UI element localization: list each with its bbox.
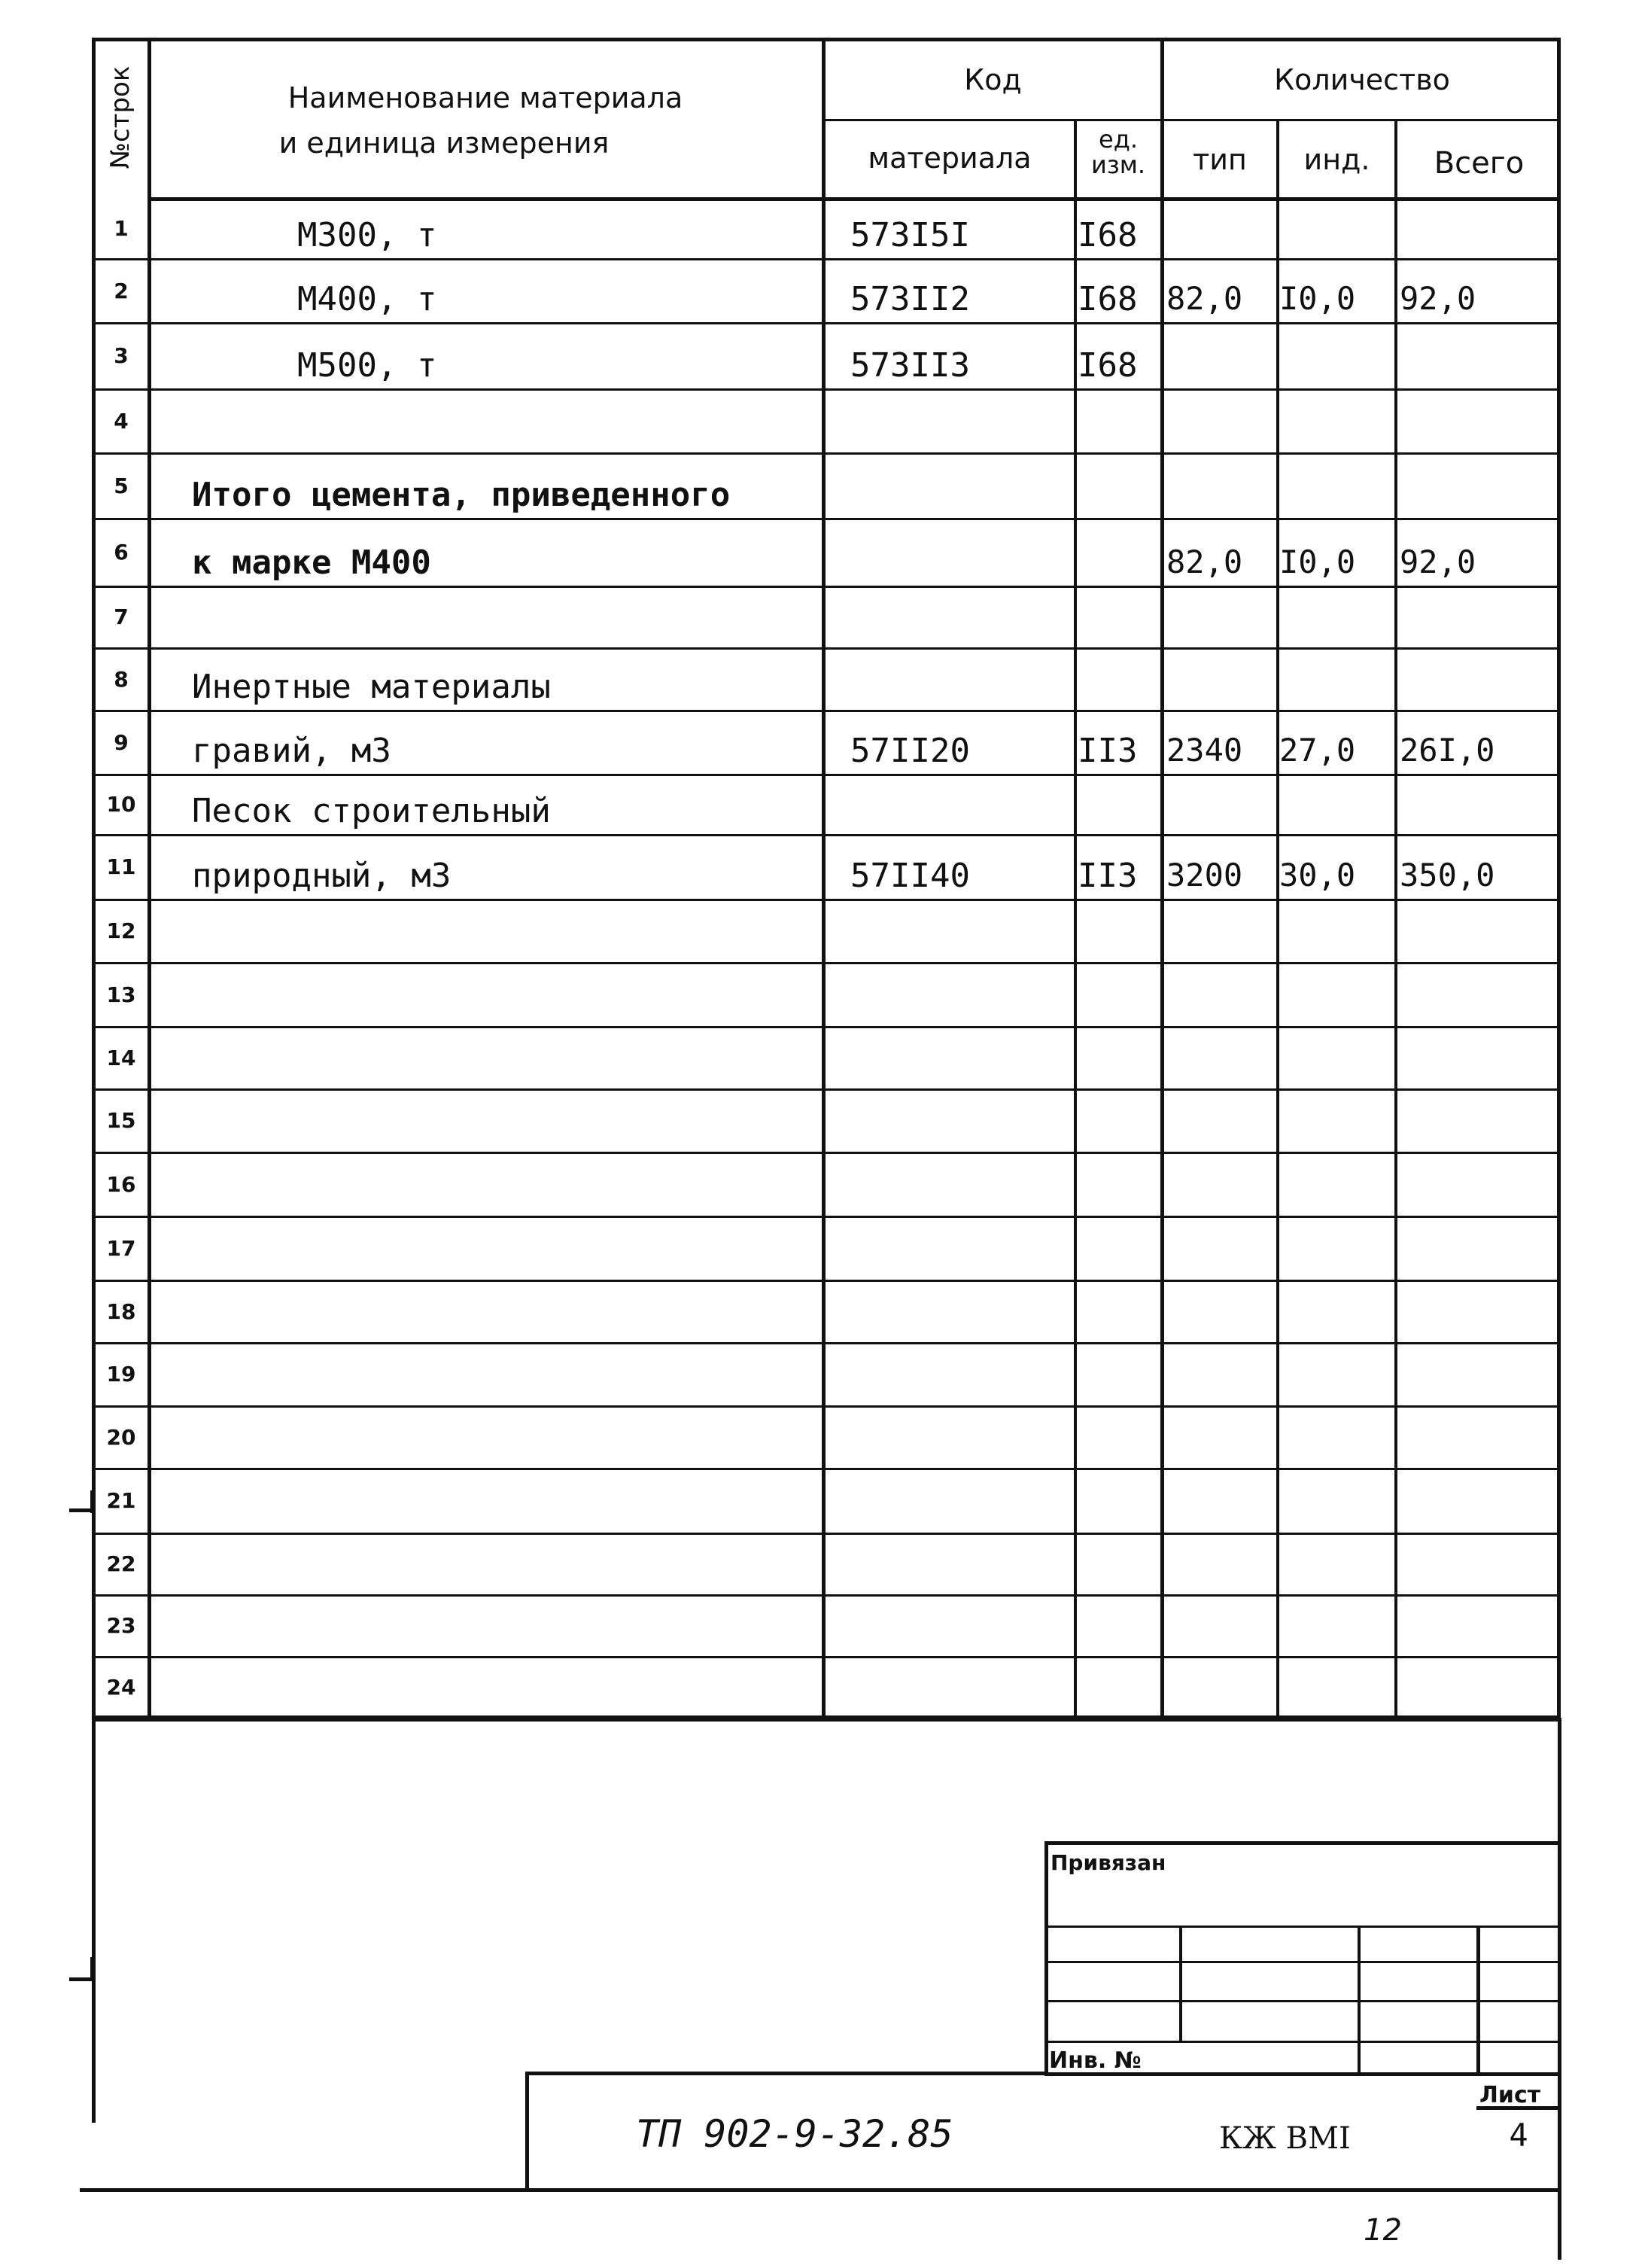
row-number: 16 xyxy=(106,1171,136,1197)
row-separator xyxy=(92,1280,1561,1282)
row-name: М400, т xyxy=(297,280,437,318)
code-material-header: материала xyxy=(868,142,1032,175)
binding-col-2 xyxy=(1358,1926,1361,2076)
row-qty-total: 92,0 xyxy=(1400,280,1476,317)
row-number: 14 xyxy=(106,1045,136,1070)
stamp-top-border xyxy=(92,1718,1561,1722)
code-unit-header-line1: ед. xyxy=(1099,125,1138,154)
row-separator xyxy=(92,1216,1561,1218)
doc-block-top xyxy=(527,2072,1046,2075)
col-line-type xyxy=(1276,119,1279,1719)
row-separator xyxy=(92,962,1561,964)
row-qty-type: 2340 xyxy=(1166,732,1243,769)
row-qty-total: 350,0 xyxy=(1400,857,1495,894)
row-number: 24 xyxy=(106,1675,136,1700)
row-number-header: №строк xyxy=(105,65,135,169)
row-number: 3 xyxy=(114,343,129,368)
row-separator xyxy=(92,710,1561,712)
row-separator xyxy=(92,1152,1561,1154)
binding-col-1 xyxy=(1179,1926,1182,2041)
row-qty-ind: 30,0 xyxy=(1279,857,1356,894)
binding-line-4 xyxy=(1044,2041,1561,2043)
row-separator xyxy=(92,388,1561,391)
row-number: 13 xyxy=(106,982,136,1007)
binding-col-3 xyxy=(1476,1926,1480,2076)
row-number: 12 xyxy=(106,918,136,943)
row-number: 18 xyxy=(106,1298,136,1324)
row-number: 10 xyxy=(106,792,136,817)
code-unit-header xyxy=(1077,126,1160,178)
row-name: к марке М400 xyxy=(192,543,431,582)
row-name: М300, т xyxy=(297,216,437,254)
row-unit-code: I68 xyxy=(1078,346,1138,385)
quantity-ind-header: инд. xyxy=(1303,143,1370,176)
row-qty-type: 82,0 xyxy=(1166,280,1243,317)
row-material-code: 57II40 xyxy=(850,857,970,895)
row-name: гравий, м3 xyxy=(192,732,391,770)
doc-block-left xyxy=(525,2072,529,2188)
row-unit-code: I68 xyxy=(1078,216,1138,254)
sheet-label: Лист xyxy=(1479,2082,1541,2108)
row-number: 7 xyxy=(114,604,129,629)
row-separator xyxy=(92,647,1561,650)
bound-label: Привязан xyxy=(1051,1850,1166,1875)
row-qty-ind: I0,0 xyxy=(1279,543,1356,580)
binding-line-1 xyxy=(1044,1926,1561,1928)
row-number: 5 xyxy=(114,473,129,498)
document-code: ТП 902-9-32.85 xyxy=(636,2112,953,2156)
row-separator xyxy=(92,834,1561,836)
row-number: 9 xyxy=(114,729,129,755)
col-line-rownum xyxy=(147,38,151,1719)
stamp-left-border xyxy=(92,1718,96,2123)
row-material-code: 573I5I xyxy=(850,216,970,254)
row-number: 1 xyxy=(114,216,129,241)
row-name: природный, м3 xyxy=(192,857,452,895)
row-separator xyxy=(92,452,1561,455)
row-material-code: 573II2 xyxy=(850,280,970,318)
code-unit-header-line2: изм. xyxy=(1090,151,1146,179)
binding-line-2 xyxy=(1044,1961,1561,1963)
row-separator xyxy=(92,1405,1561,1408)
row-qty-ind: 27,0 xyxy=(1279,732,1356,769)
row-number: 11 xyxy=(106,854,136,879)
row-unit-code: II3 xyxy=(1078,732,1138,770)
inv-label: Инв. № xyxy=(1049,2047,1142,2074)
page-number: 12 xyxy=(1364,2213,1402,2248)
row-name: М500, т xyxy=(297,346,437,385)
row-separator xyxy=(92,518,1561,520)
sheet-number: 4 xyxy=(1509,2117,1528,2154)
row-name: Песок строительный xyxy=(192,792,551,830)
row-material-code: 57II20 xyxy=(850,732,970,770)
quantity-type-header: тип xyxy=(1193,143,1247,176)
name-header-line2: и единица измерения xyxy=(278,126,610,160)
header-bottom-border xyxy=(149,197,1561,201)
row-qty-type: 3200 xyxy=(1166,857,1243,894)
quantity-header: Количество xyxy=(1274,63,1450,96)
row-name: Итого цемента, приведенного xyxy=(192,476,731,514)
row-separator xyxy=(92,586,1561,588)
row-separator xyxy=(92,1342,1561,1344)
code-header: Код xyxy=(964,63,1022,96)
row-name: Инертные материалы xyxy=(192,668,551,706)
row-separator xyxy=(92,774,1561,776)
quantity-total-header: Всего xyxy=(1434,146,1525,181)
row-separator xyxy=(92,1594,1561,1597)
row-separator xyxy=(92,1533,1561,1535)
section-code: КЖ ВМI xyxy=(1219,2121,1351,2156)
row-separator xyxy=(92,322,1561,324)
row-number: 21 xyxy=(106,1488,136,1513)
name-header-line1: Наименование материала xyxy=(287,81,683,114)
binding-line-3 xyxy=(1044,2000,1561,2002)
row-number: 2 xyxy=(114,278,129,303)
row-separator xyxy=(92,1656,1561,1658)
row-number: 8 xyxy=(114,666,129,692)
row-unit-code: II3 xyxy=(1078,857,1138,895)
row-unit-code: I68 xyxy=(1078,280,1138,318)
row-qty-type: 82,0 xyxy=(1166,543,1243,580)
margin-mark-2-stem xyxy=(90,1957,93,1981)
row-number: 17 xyxy=(106,1235,136,1261)
row-material-code: 573II3 xyxy=(850,346,970,385)
row-number: 15 xyxy=(106,1108,136,1133)
code-qty-subheader-line xyxy=(824,119,1561,121)
row-separator xyxy=(92,258,1561,260)
row-number: 22 xyxy=(106,1551,136,1576)
margin-mark-1-stem xyxy=(90,1490,93,1513)
col-line-code xyxy=(1074,119,1077,1719)
row-separator xyxy=(92,899,1561,901)
row-number: 23 xyxy=(106,1613,136,1638)
row-separator xyxy=(92,1468,1561,1470)
row-number: 19 xyxy=(106,1362,136,1387)
row-qty-total: 92,0 xyxy=(1400,543,1476,580)
row-number: 6 xyxy=(114,540,129,565)
col-line-name xyxy=(822,38,826,1719)
stamp-bottom-border xyxy=(80,2188,1561,2192)
row-separator xyxy=(92,1088,1561,1091)
col-line-ind xyxy=(1394,119,1397,1719)
row-qty-total: 26I,0 xyxy=(1400,732,1495,769)
row-number: 4 xyxy=(114,408,129,434)
col-line-unit xyxy=(1160,38,1164,1719)
row-qty-ind: I0,0 xyxy=(1279,280,1356,317)
row-number: 20 xyxy=(106,1424,136,1450)
row-separator xyxy=(92,1026,1561,1028)
